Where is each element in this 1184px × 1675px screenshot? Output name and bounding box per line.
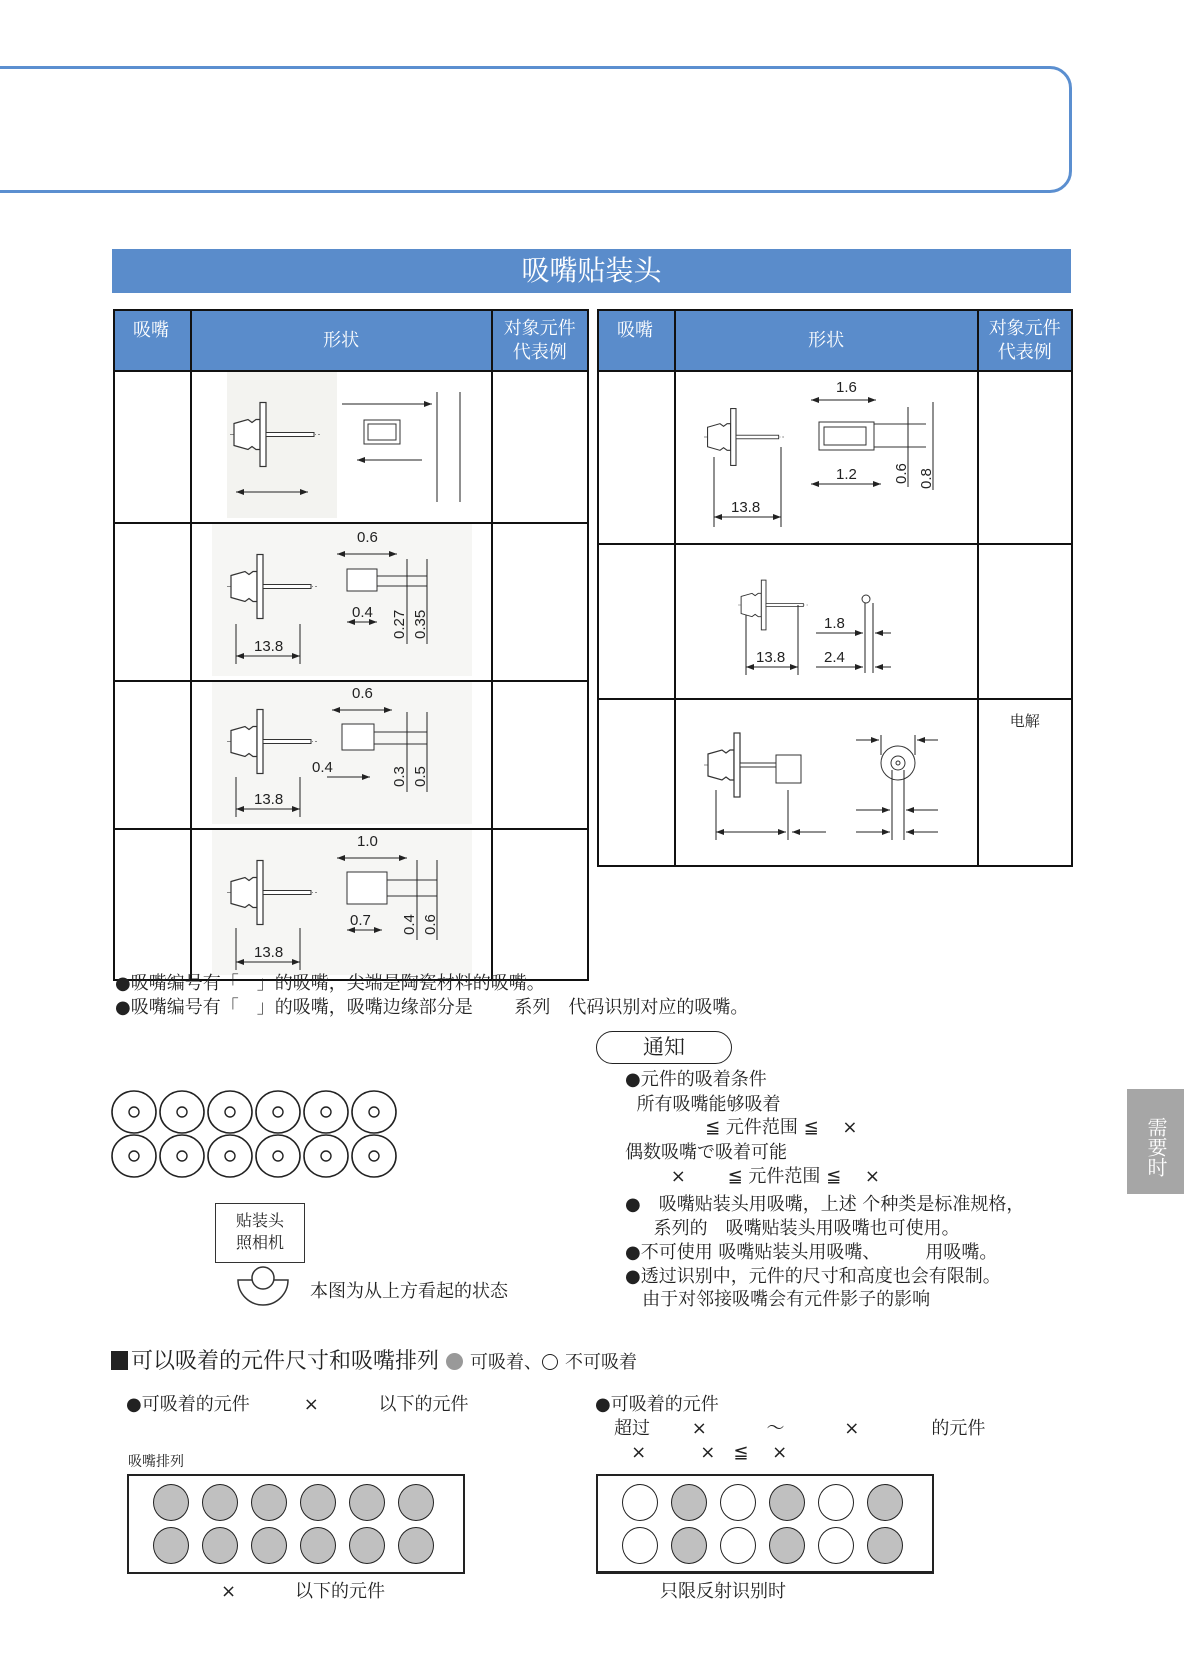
target-cell: 电解 [978, 699, 1072, 866]
shape-cell [191, 829, 492, 980]
nozzle-usable [671, 1527, 707, 1564]
dim-top: 1.6 [835, 379, 857, 396]
dim-length: 13.8 [253, 638, 283, 655]
square-bullet-icon [111, 1351, 128, 1370]
dim-v1: 0.6 [892, 463, 910, 484]
target-cell [492, 371, 588, 523]
notice-label: 通知 [596, 1031, 732, 1064]
page-title: 吸嘴贴装头 [112, 249, 1071, 293]
nozzle-drawing [676, 700, 977, 861]
notice-line: 由于对邻接吸嘴会有元件影子的影响 [625, 1289, 931, 1310]
dim-d1: 1.8 [823, 615, 845, 632]
notice-line: ●元件的吸着条件 [625, 1069, 767, 1090]
header-target: 对象元件 代表例 [492, 310, 588, 371]
shape-cell [675, 371, 978, 544]
filled-circle-icon [446, 1353, 463, 1370]
target-cell [492, 523, 588, 681]
nozzle-drawing [192, 524, 491, 676]
nozzle-usable [398, 1484, 434, 1521]
header-shape: 形状 [191, 310, 492, 371]
nozzle-usable [349, 1484, 385, 1521]
open-circle-icon [542, 1354, 558, 1370]
nozzle-cell [598, 371, 675, 544]
dim-length: 13.8 [253, 791, 283, 808]
dim-top: 1.0 [356, 833, 378, 850]
nozzle-usable [202, 1527, 238, 1564]
table-row [598, 544, 1072, 699]
note-ceramic: ●吸嘴编号有「 」的吸嘴，尖端是陶瓷材料的吸嘴。 [115, 973, 545, 994]
notice-line: ≦ 元件范围 ≦ × [625, 1117, 858, 1138]
nozzle-cell [598, 544, 675, 699]
nozzle-drawing [192, 372, 491, 518]
table-row [598, 371, 1072, 544]
notice-line: × ≦ 元件范围 ≦ × [625, 1166, 880, 1187]
array-label: 吸嘴排列 [128, 1454, 184, 1470]
dim-v2: 0.35 [411, 609, 429, 639]
dim-length: 13.8 [755, 649, 785, 666]
nozzle-head-top-view [110, 1090, 402, 1180]
table-row [114, 371, 588, 523]
nozzle-drawing [192, 830, 491, 975]
nozzle-position [160, 1091, 204, 1133]
shape-cell [191, 523, 492, 681]
notice-line: 所有吸嘴能够吸着 [625, 1094, 781, 1115]
nozzle-cell [114, 829, 191, 980]
nozzle-drawing [676, 545, 977, 694]
nozzle-unusable [622, 1527, 658, 1564]
nozzle-position [256, 1135, 300, 1177]
nozzle-position [304, 1135, 348, 1177]
top-view-caption: 本图为从上方看起的状态 [310, 1281, 508, 1302]
nozzle-position [256, 1091, 300, 1133]
left-condition: ●可吸着的元件 × 以下的元件 [126, 1394, 469, 1415]
nozzle-position [352, 1135, 396, 1177]
table-row [114, 681, 588, 829]
note-code: ●吸嘴编号有「 」的吸嘴，吸嘴边缘部分是 系列 代码识别对应的吸嘴。 [115, 997, 749, 1018]
shape-cell [675, 544, 978, 699]
right-nozzle-array [596, 1474, 934, 1574]
nozzle-position [112, 1091, 156, 1133]
nozzle-cell [598, 699, 675, 866]
dim-bottom: 0.4 [311, 759, 333, 776]
left-caption-x: × [221, 1581, 237, 1602]
nozzle-usable [153, 1527, 189, 1564]
left-caption: 以下的元件 [295, 1581, 385, 1602]
table-row [114, 523, 588, 681]
dim-length: 13.8 [253, 944, 283, 961]
dim-bottom: 0.7 [349, 912, 371, 929]
nozzle-usable [671, 1484, 707, 1521]
nozzle-position [352, 1091, 396, 1133]
notice-line: ● 吸嘴贴装头用吸嘴，上述 个种类是标准规格， [625, 1194, 1025, 1215]
right-caption: 只限反射识别时 [660, 1581, 786, 1602]
nozzle-position [304, 1091, 348, 1133]
dim-bottom: 0.4 [351, 604, 373, 621]
dim-v1: 0.27 [390, 609, 408, 639]
notice-line: ●透过识别中，元件的尺寸和高度也会有限制。 [625, 1266, 1001, 1287]
shape-cell [191, 371, 492, 523]
header-nozzle: 吸嘴 [114, 310, 191, 371]
notice-line: 系列的 吸嘴贴装头用吸嘴也可使用。 [625, 1218, 960, 1239]
dim-v2: 0.5 [411, 766, 429, 787]
right-condition-size: × × ≦ × [614, 1442, 788, 1463]
dim-length: 13.8 [730, 499, 760, 516]
left-nozzle-array [127, 1474, 465, 1574]
nozzle-usable [300, 1527, 336, 1564]
camera-top-view-icon [235, 1266, 291, 1308]
dim-top: 0.6 [351, 685, 373, 702]
nozzle-cell [114, 371, 191, 523]
nozzle-usable [300, 1484, 336, 1521]
shape-cell [191, 681, 492, 829]
target-cell [492, 681, 588, 829]
nozzle-cell [114, 681, 191, 829]
nozzle-usable [769, 1484, 805, 1521]
notice-line: ●不可使用 吸嘴贴装头用吸嘴、 用吸嘴。 [625, 1242, 998, 1263]
nozzle-usable [153, 1484, 189, 1521]
nozzle-unusable [622, 1484, 658, 1521]
dim-v2: 0.6 [421, 914, 439, 935]
nozzle-unusable [720, 1484, 756, 1521]
nozzle-unusable [720, 1527, 756, 1564]
header-shape: 形状 [675, 310, 978, 371]
table-row [114, 829, 588, 980]
dim-v2: 0.8 [917, 468, 935, 489]
nozzle-usable [867, 1484, 903, 1521]
target-cell [978, 371, 1072, 544]
nozzle-drawing [676, 372, 977, 539]
dim-d2: 2.4 [823, 649, 845, 666]
nozzle-usable [769, 1527, 805, 1564]
side-tab[interactable]: 需要时 [1127, 1089, 1184, 1194]
notice-line: 偶数吸嘴で吸着可能 [625, 1142, 787, 1163]
nozzle-position [208, 1091, 252, 1133]
nozzle-usable [867, 1527, 903, 1564]
target-cell [978, 544, 1072, 699]
dim-v1: 0.4 [400, 914, 418, 935]
head-camera-box: 贴装头 照相机 [215, 1203, 305, 1263]
right-condition-range: 超过 × ～ × 的元件 [614, 1418, 986, 1439]
nozzle-drawing [192, 682, 491, 824]
dim-bottom: 1.2 [835, 466, 857, 483]
nozzle-usable [398, 1527, 434, 1564]
nozzle-usable [251, 1527, 287, 1564]
nozzle-position [160, 1135, 204, 1177]
header-target: 对象元件 代表例 [978, 310, 1072, 371]
shape-cell [675, 699, 978, 866]
nozzle-usable [251, 1484, 287, 1521]
table-row [598, 699, 1072, 866]
right-condition: ●可吸着的元件 [595, 1394, 719, 1415]
nozzle-position [112, 1135, 156, 1177]
section-heading: 可以吸着的元件尺寸和吸嘴排列 可吸着、 不可吸着 [111, 1348, 637, 1377]
dim-v1: 0.3 [390, 766, 408, 787]
left-nozzle-table [113, 309, 589, 981]
header-frame [0, 66, 1072, 193]
nozzle-usable [202, 1484, 238, 1521]
nozzle-unusable [818, 1527, 854, 1564]
nozzle-position [208, 1135, 252, 1177]
nozzle-cell [114, 523, 191, 681]
target-cell [492, 829, 588, 980]
nozzle-unusable [818, 1484, 854, 1521]
nozzle-usable [349, 1527, 385, 1564]
right-nozzle-table [597, 309, 1073, 867]
dim-top: 0.6 [356, 529, 378, 546]
header-nozzle: 吸嘴 [598, 310, 675, 371]
